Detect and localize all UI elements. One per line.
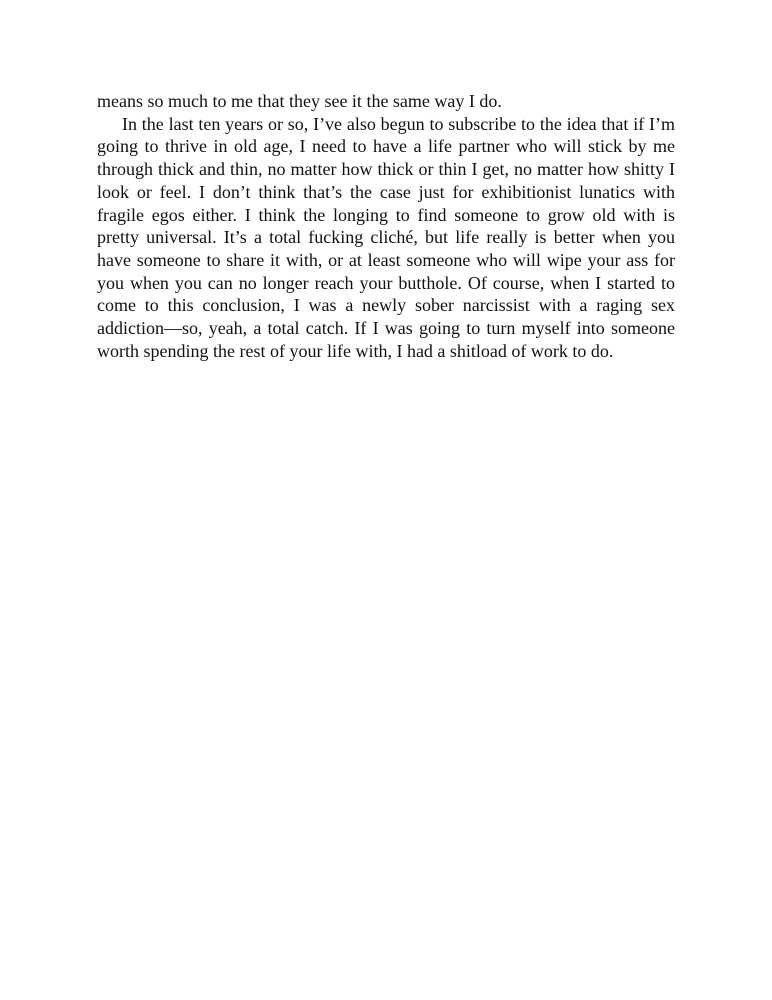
paragraph-continuation: means so much to me that they see it the same way I do.	[97, 91, 502, 111]
body-text	[97, 90, 675, 362]
paragraph-life-partner: In the last ten years or so, I’ve also begun to subscribe to the idea that if I’m going to thrive in old age, I need to have a life partner who will stick by me through thick and thin, no matter how thick or thin I get, no matter how shitty I look or feel. I don’t think that’s the case just for exhibitionist lunatics with fragile egos either. I think the longing to find someone to grow old with is pretty universal. It’s a total fucking cliché, but life really is better when you have someone to share it with, or at least someone who will wipe your ass for you when you can no longer reach your butthole. Of course, when I started to come to this conclusion, I was a newly sober narcissist with a raging sex addiction—so, yeah, a total catch. If I was going to turn myself into someone worth spending the rest of your life with, I had a shitload of work to do.	[97, 113, 675, 361]
